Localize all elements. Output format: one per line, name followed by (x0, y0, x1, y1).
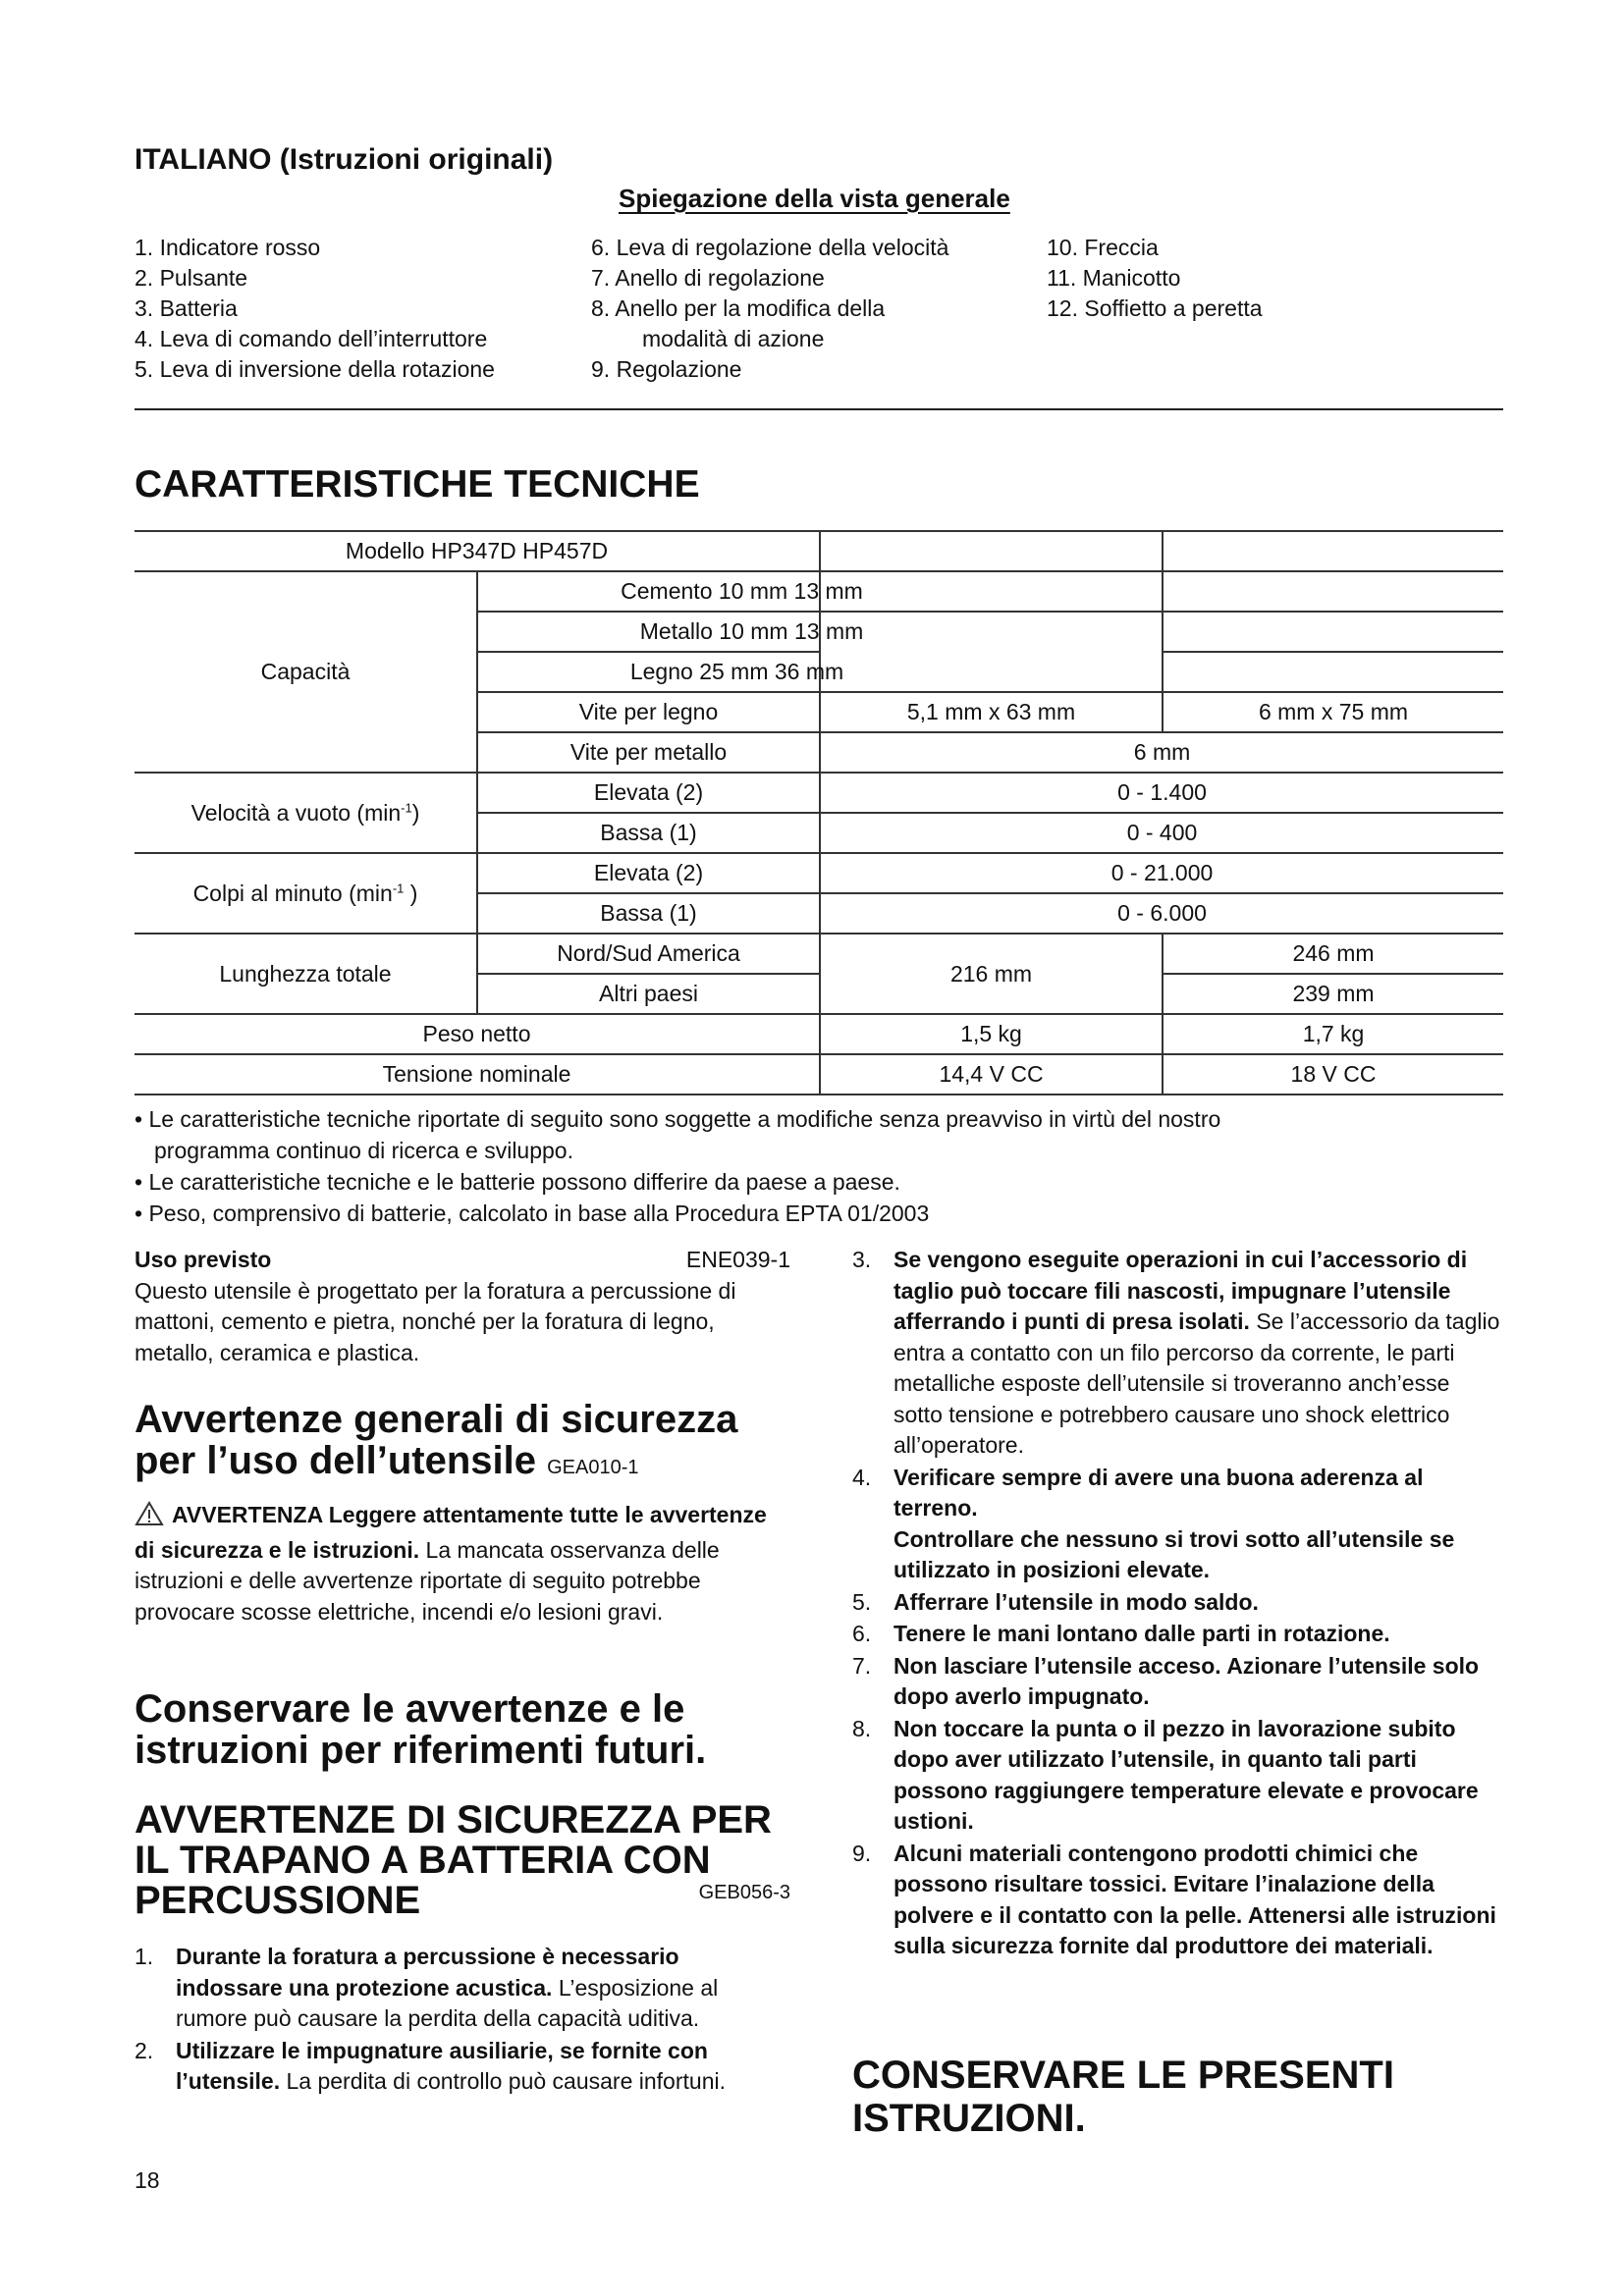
table-row (135, 773, 1503, 813)
list-item: 8. Non toccare la punta o il pezzo in lavorazione subito dopo aver utilizzato l’utensile, in quanto tali parti possono raggiungere temperature elevate e provocare ustioni. (852, 1715, 1479, 1834)
wood-screw-b: 6 mm x 75 mm (1163, 692, 1503, 732)
high-label: Elevata (2) (477, 853, 820, 893)
model-cell: Modello HP347D HP457D (135, 531, 820, 571)
speed-high-value: 0 - 1.400 (820, 773, 1503, 813)
drill-warnings-heading: AVVERTENZE DI SICUREZZA PER IL TRAPANO A BATTERIA CON PERCUSSIONE GEB056-3 (135, 1798, 790, 1922)
capacity-label: Capacità (135, 571, 477, 773)
legend-item: 8. Anello per la modifica della (591, 295, 886, 321)
list-item: 9. Alcuni materiali contengono prodotti chimici che possono risultare tossici. Evitare l’inalazione della polvere e il contatto con la pelle. Attenersi alle istruzioni sulla sicurezza fornite dal produttore dei materiali. (852, 1840, 1496, 1958)
table-row (135, 934, 1503, 974)
north-south-america-label: Nord/Sud America (477, 934, 820, 974)
intended-use-section (135, 1245, 790, 1368)
high-label: Elevata (2) (477, 773, 820, 813)
table-row (135, 1054, 1503, 1095)
legend-item: 5. Leva di inversione della rotazione (135, 356, 495, 382)
weight-a-value: 1,5 kg (820, 1014, 1163, 1054)
metal-screw-value: 6 mm (820, 732, 1503, 773)
legend-item: 3. Batteria (135, 295, 238, 321)
voltage-b-value: 18 V CC (1163, 1054, 1503, 1095)
note: • Peso, comprensivo di batterie, calcolato in base alla Procedura EPTA 01/2003 (135, 1201, 930, 1226)
spec-notes (135, 1103, 1503, 1229)
warning-triangle-icon (135, 1501, 164, 1535)
table-row (135, 571, 1503, 612)
other-countries-label: Altri paesi (477, 974, 820, 1014)
legend-item: modalità di azione (642, 326, 825, 351)
overview-title: Spiegazione della vista generale (619, 184, 1010, 213)
legend-column-3 (1047, 233, 1263, 324)
legend-column-2 (591, 233, 948, 385)
table-row (135, 531, 1503, 571)
overall-length-label: Lunghezza totale (135, 934, 477, 1014)
no-load-speed-label: Velocità a vuoto $(\min^{-1})$ (135, 773, 477, 853)
list-item: 6. Tenere le mani lontano dalle parti in rotazione. (852, 1621, 1390, 1646)
list-item: 2. Utilizzare le impugnature ausiliarie, se fornite con l’utensile. La perdita di controllo può causare infortuni. (135, 2037, 726, 2094)
intended-use-title: Uso previsto (135, 1247, 272, 1272)
legend-item: 4. Leva di comando dell’interruttore (135, 326, 488, 351)
drill-warnings-list-right (852, 1245, 1503, 1963)
section-code: ENE039-1 (685, 1247, 790, 1272)
drill-warnings-list-left (135, 1942, 790, 2099)
note: • Le caratteristiche tecniche e le batterie possono differire da paese a paese. (135, 1169, 900, 1195)
specifications-table (135, 530, 1503, 1095)
list-item: 1. Durante la foratura a percussione è necessario indossare una protezione acustica. L’esposizione al rumore può causare la perdita della capacità uditiva. (135, 1944, 719, 2031)
section-code: GEB056-3 (698, 1882, 790, 1903)
note: programma continuo di ricerca e sviluppo. (154, 1138, 573, 1163)
legend-item: 1. Indicatore rosso (135, 235, 321, 260)
divider (135, 408, 1503, 410)
general-warnings-text: AVVERTENZA Leggere attentamente tutte le avvertenze di sicurezza e le istruzioni. La mancata osservanza delle istruzioni e delle avvertenze riportate di seguito potrebbe provocare scosse elettriche, incendi e/o lesioni gravi. (135, 1502, 767, 1625)
specs-title: CARATTERISTICHE TECNICHE (135, 463, 700, 506)
speed-low-value: 0 - 400 (820, 813, 1503, 853)
rated-voltage-label: Tensione nominale (135, 1054, 820, 1095)
language-title: ITALIANO (Istruzioni originali) (135, 143, 554, 176)
table-row (135, 853, 1503, 893)
blows-low-value: 0 - 6.000 (820, 893, 1503, 934)
closing-heading: CONSERVARE LE PRESENTI ISTRUZIONI. (852, 2054, 1394, 2140)
legend-item: 6. Leva di regolazione della velocità (591, 235, 949, 260)
length-b-other-value: 239 mm (1163, 974, 1503, 1014)
low-label: Bassa (1) (477, 813, 820, 853)
low-label: Bassa (1) (477, 893, 820, 934)
legend-item: 11. Manicotto (1047, 265, 1181, 291)
length-a-value: 216 mm (820, 934, 1163, 1014)
voltage-a-value: 14,4 V CC (820, 1054, 1163, 1095)
metal-screw-label: Vite per metallo (477, 732, 820, 773)
legend-item: 7. Anello di regolazione (591, 265, 825, 291)
legend-item: 2. Pulsante (135, 265, 248, 291)
note: • Le caratteristiche tecniche riportate di seguito sono soggette a modifiche senza preavviso in virtù del nostro (135, 1106, 1221, 1132)
legend-item: 12. Soffietto a peretta (1047, 295, 1263, 321)
wood-screw-label: Vite per legno (477, 692, 820, 732)
list-item: 3. Se vengono eseguite operazioni in cui l’accessorio di taglio può toccare fili nascosti, impugnare l’utensile afferrando i punti di presa isolati. Se l’accessorio da taglio entra a contatto con un filo percorso da corrente, le parti metalliche esposte dell’utensile si troveranno anch’esse sotto tensione e potrebbero causare uno shock elettrico all’operatore. (852, 1247, 1500, 1458)
intended-use-text: Questo utensile è progettato per la foratura a percussione di mattoni, cemento e pietra, nonché per la foratura di legno, metallo, ceramica e plastica. (135, 1277, 736, 1365)
section-code: GEA010-1 (547, 1457, 639, 1478)
legend-column-1 (135, 233, 495, 385)
length-b-na-value: 246 mm (1163, 934, 1503, 974)
net-weight-label: Peso netto (135, 1014, 820, 1054)
general-warnings-heading: Avvertenze generali di sicurezza per l’uso dell’utensile GEA010-1 (135, 1398, 738, 1482)
capacity-concrete: Cemento 10 mm 13 mm (621, 578, 863, 604)
legend-item: 10. Freccia (1047, 235, 1159, 260)
wood-screw-a: 5,1 mm x 63 mm (820, 692, 1163, 732)
capacity-metal: Metallo 10 mm 13 mm (639, 618, 864, 644)
page-number: 18 (135, 2167, 160, 2193)
keep-instructions-heading: Conservare le avvertenze e le istruzioni per riferimenti futuri. (135, 1687, 707, 1772)
list-item: 7. Non lasciare l’utensile acceso. Azionare l’utensile solo dopo averlo impugnato. (852, 1652, 1480, 1709)
list-item: 5. Afferrare l’utensile in modo saldo. (852, 1588, 1259, 1615)
list-item: 4. Verificare sempre di avere una buona aderenza al terreno. Controllare che nessuno si trovi sotto all’utensile se utilizzato in posizioni elevate. (852, 1464, 1455, 1582)
capacity-wood: Legno 25 mm 36 mm (629, 659, 844, 684)
blows-per-minute-label: Colpi al minuto ($\min^{-1}$ ) (135, 853, 477, 934)
weight-b-value: 1,7 kg (1163, 1014, 1503, 1054)
table-row (135, 1014, 1503, 1054)
legend-item: 9. Regolazione (591, 356, 742, 382)
blows-high-value: 0 - 21.000 (820, 853, 1503, 893)
